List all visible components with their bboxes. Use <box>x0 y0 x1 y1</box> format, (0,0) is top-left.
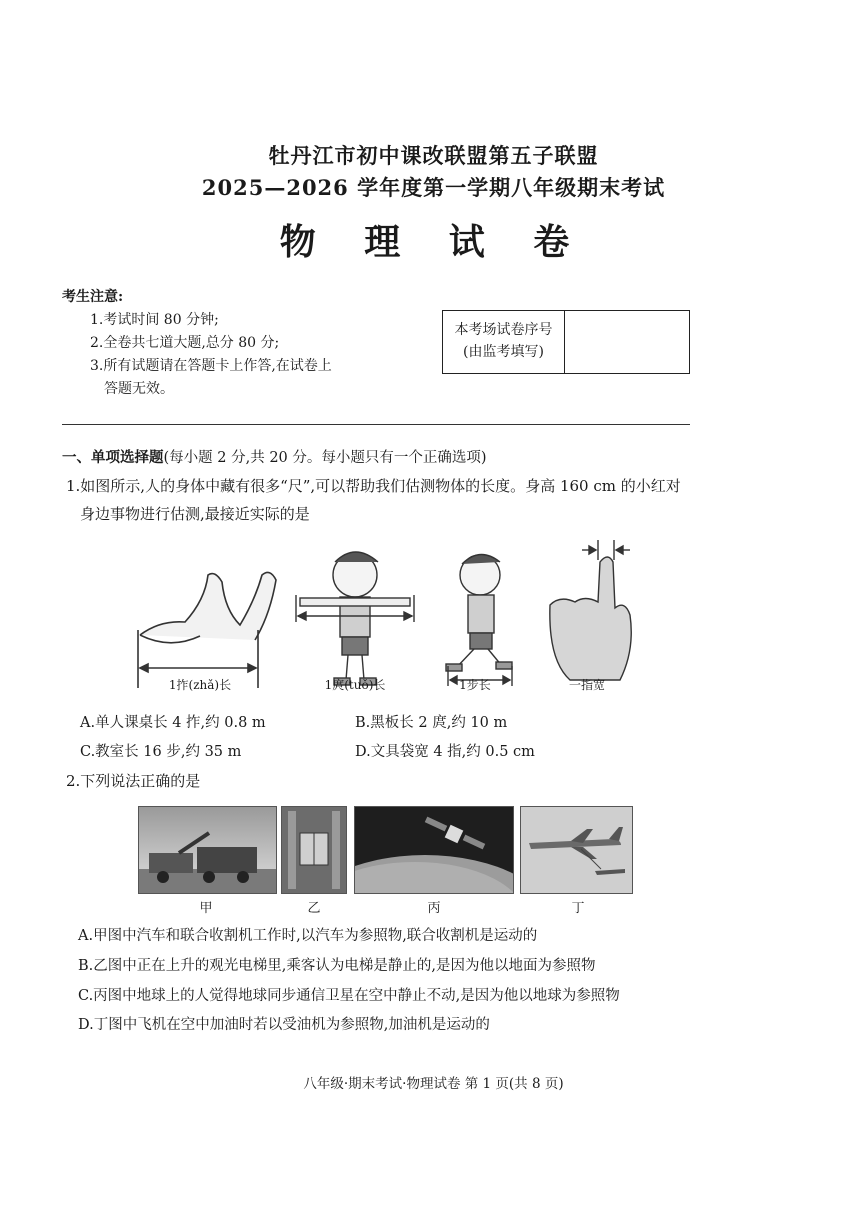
photo-elevator <box>281 806 347 894</box>
notice-item: 1.考试时间 80 分钟; <box>90 312 219 328</box>
q2-option-a[interactable]: A.甲图中汽车和联合收割机工作时,以汽车为参照物,联合收割机是运动的 <box>78 928 538 944</box>
q2-option-c[interactable]: C.丙图中地球上的人觉得地球同步通信卫星在空中静止不动,是因为他以地球为参照物 <box>78 988 620 1004</box>
finger-width-figure <box>550 540 631 680</box>
q1-stem-line2: 身边事物进行估测,最接近实际的是 <box>80 505 310 523</box>
page-footer: 八年级·期末考试·物理试卷 第 1 页(共 8 页) <box>303 1076 564 1092</box>
caption-stride: 1步长 <box>459 678 491 692</box>
q1-option-a[interactable]: A.单人课桌长 4 拃,约 0.8 m <box>80 715 266 731</box>
alliance-title: 牡丹江市初中课改联盟第五子联盟 <box>268 143 599 168</box>
q1-option-c[interactable]: C.教室长 16 步,约 35 m <box>80 744 242 760</box>
hand-span-figure <box>138 572 276 688</box>
caption-hand-span: 1拃(zhǎ)长 <box>168 678 232 692</box>
paper-title: 物 理 试 卷 <box>279 221 588 263</box>
photo-harvester <box>138 806 277 894</box>
caption-arm-span: 1庹(tuǒ)长 <box>324 678 386 692</box>
stride-figure <box>446 554 512 686</box>
exam-serial-label: 本考场试卷序号 (由监考填写) <box>443 311 565 373</box>
photo-satellite <box>354 806 514 894</box>
exam-serial-box <box>442 310 690 374</box>
q2-option-d[interactable]: D.丁图中飞机在空中加油时若以受油机为参照物,加油机是运动的 <box>78 1017 490 1033</box>
notice-item: 3.所有试题请在答题卡上作答,在试卷上 <box>90 358 332 374</box>
exam-subtitle: 2025—2026 学年度第一学期八年级期末考试 <box>201 175 666 200</box>
caption-ding: 丁 <box>571 901 585 916</box>
notice-heading: 考生注意: <box>62 289 124 305</box>
caption-bing: 丙 <box>427 901 441 916</box>
q2-option-b[interactable]: B.乙图中正在上升的观光电梯里,乘客认为电梯是静止的,是因为他以地面为参照物 <box>78 958 596 974</box>
notice-item: 答题无效。 <box>104 381 174 397</box>
caption-jia: 甲 <box>199 901 213 916</box>
q1-option-d[interactable]: D.文具袋宽 4 指,约 0.5 cm <box>355 744 535 760</box>
notice-item: 2.全卷共七道大题,总分 80 分; <box>90 335 280 351</box>
caption-yi: 乙 <box>307 901 321 916</box>
q1-option-b[interactable]: B.黑板长 2 庹,约 10 m <box>355 715 508 731</box>
section-heading: 一、单项选择题(每小题 2 分,共 20 分。每小题只有一个正确选项) <box>62 449 487 466</box>
exam-serial-field[interactable] <box>565 311 689 373</box>
photo-refueling <box>520 806 633 894</box>
caption-finger-width: 一指宽 <box>568 678 605 692</box>
q1-stem-line1: 1.如图所示,人的身体中藏有很多“尺”,可以帮助我们估测物体的长度。身高 160 cm 的小红对 <box>66 477 681 495</box>
arm-span-figure <box>296 552 414 685</box>
q2-stem: 2.下列说法正确的是 <box>66 772 201 790</box>
divider <box>62 424 690 425</box>
